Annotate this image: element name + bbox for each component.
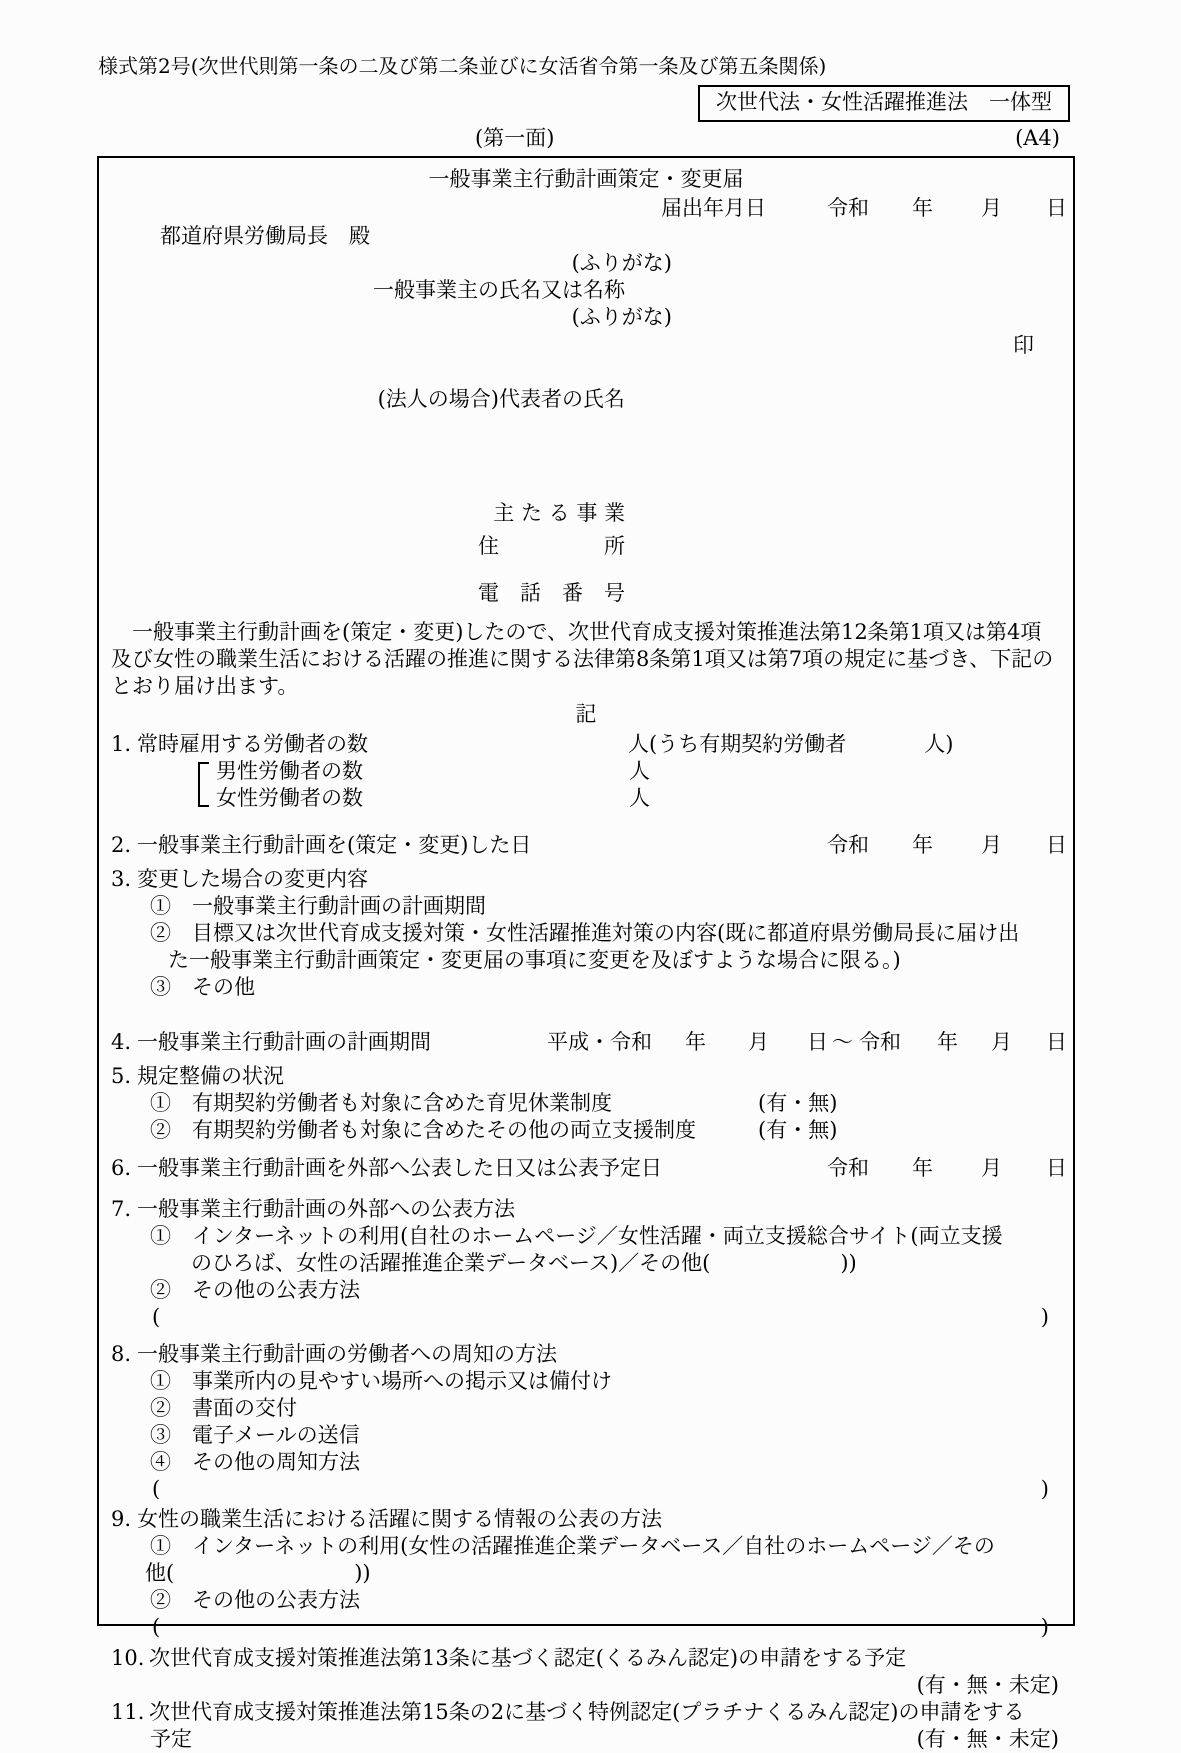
- female-workers-unit: 人: [629, 786, 650, 810]
- item-5-label: 規定整備の状況: [137, 1064, 284, 1088]
- item-9-number: 9.: [111, 1507, 132, 1531]
- item-8-sub-4: ④ その他の周知方法: [150, 1450, 360, 1474]
- item-2-day: 日: [1046, 833, 1067, 857]
- seal-mark: 印: [1013, 333, 1034, 357]
- item-6-year: 年: [912, 1156, 933, 1180]
- item-1-row: [99, 731, 1073, 758]
- item-4-era-1: 平成・令和: [547, 1030, 652, 1054]
- item-4-label: 一般事業主行動計画の計画期間: [137, 1030, 431, 1054]
- address-label: 住 所: [478, 534, 625, 558]
- item-7-paren-close: ): [1040, 1305, 1049, 1329]
- item-1-label: 常時雇用する労働者の数: [137, 732, 368, 756]
- item-9-sub-1-line-1: ① インターネットの利用(女性の活躍推進企業データベース／自社のホームページ／その: [150, 1534, 995, 1558]
- item-11-row: [99, 1699, 1073, 1726]
- item-8-paren-row: [99, 1476, 1073, 1503]
- item-2-era: 令和: [827, 833, 869, 857]
- item-3-sub-3: ③ その他: [150, 975, 255, 999]
- left-bracket-shape: [198, 762, 212, 807]
- item-5-row: [99, 1063, 1073, 1090]
- item-9-row: [99, 1506, 1073, 1533]
- furigana-label-2: (ふりがな): [571, 305, 672, 329]
- item-3-label: 変更した場合の変更内容: [137, 867, 368, 891]
- item-10-option: (有・無・未定): [916, 1673, 1059, 1697]
- item-7-sub-1-line-1: ① インターネットの利用(自社のホームページ／女性活躍・両立支援総合サイト(両立支援: [150, 1224, 1003, 1248]
- item-9-sub-1-line-2-close: )): [354, 1561, 371, 1585]
- item-5-number: 5.: [111, 1064, 132, 1088]
- form-number-line: 様式第2号(次世代則第一条の二及び第二条並びに女活省令第一条及び第五条関係): [98, 54, 827, 78]
- item-1-unit-close: 人): [924, 732, 954, 756]
- record-heading: 記: [575, 702, 597, 726]
- item-5-sub-2-label: ② 有期契約労働者も対象に含めたその他の両立支援制度: [150, 1118, 696, 1142]
- era-label: 令和: [827, 196, 869, 220]
- representative-row: [99, 332, 1073, 494]
- item-9-label: 女性の職業生活における活躍に関する情報の公表の方法: [137, 1507, 662, 1531]
- item-9-paren-row: [99, 1614, 1073, 1641]
- item-7-row: [99, 1196, 1073, 1223]
- item-9-paren-close: ): [1040, 1615, 1049, 1639]
- item-3-row: [99, 866, 1073, 893]
- item-3-number: 3.: [111, 867, 132, 891]
- page-face-label: (第一面): [475, 126, 555, 150]
- item-10-label: 次世代育成支援対策推進法第13条に基づく認定(くるみん認定)の申請をする予定: [149, 1646, 907, 1670]
- item-5-sub-2-row: [99, 1117, 1073, 1144]
- day-label: 日: [1046, 196, 1067, 220]
- item-4-day-2: 日: [1046, 1030, 1067, 1054]
- item-1-sub-rows: [99, 758, 1073, 812]
- item-5-sub-1-option: (有・無): [758, 1091, 838, 1115]
- furigana-label-1: (ふりがな): [571, 251, 672, 275]
- item-7-label: 一般事業主行動計画の外部への公表方法: [137, 1197, 515, 1221]
- item-1-number: 1.: [111, 732, 132, 756]
- item-1-unit-lead: 人(うち有期契約労働者: [628, 732, 847, 756]
- female-workers-label: 女性労働者の数: [216, 786, 363, 810]
- female-workers-row: [216, 785, 1073, 812]
- item-7-sub-2: ② その他の公表方法: [150, 1278, 360, 1302]
- item-3-sub-2-line-2: た一般事業主行動計画策定・変更届の事項に変更を及ぼすような場合に限る。): [168, 948, 901, 972]
- male-workers-unit: 人: [629, 759, 650, 783]
- item-11-label-cont: 予定: [150, 1727, 192, 1751]
- law-type-box: 次世代法・女性活躍推進法 一体型: [698, 85, 1070, 122]
- item-8-sub-2: ② 書面の交付: [150, 1396, 297, 1420]
- item-2-month: 月: [981, 833, 1002, 857]
- submission-date-label: 届出年月日: [661, 196, 766, 220]
- male-workers-label: 男性労働者の数: [216, 759, 363, 783]
- item-7-sub-1-line-2-text: のひろば、女性の活躍推進企業データベース)／その他(: [191, 1251, 711, 1275]
- item-4-tilde: 〜: [832, 1030, 853, 1054]
- item-5-sub-1-row: [99, 1090, 1073, 1117]
- main-business-label: 主 た る 事 業: [493, 501, 625, 525]
- item-11-cont-row: [99, 1726, 1073, 1753]
- item-10-number: 10.: [111, 1646, 145, 1670]
- item-11-option: (有・無・未定): [916, 1727, 1059, 1751]
- addressee: 都道府県労働局長 殿: [160, 224, 370, 248]
- item-4-era-2: 令和: [859, 1030, 901, 1054]
- year-label: 年: [912, 196, 933, 220]
- law-type-box-row: [0, 85, 1181, 122]
- item-6-month: 月: [981, 1156, 1002, 1180]
- item-11-number: 11.: [111, 1700, 145, 1724]
- item-8-paren-close: ): [1040, 1477, 1049, 1501]
- item-9-paren-open: (: [152, 1615, 161, 1639]
- item-2-number: 2.: [111, 833, 132, 857]
- item-9-sub-1-line-2: [99, 1560, 1073, 1587]
- item-9-sub-1-line-2-text: 他(: [145, 1561, 175, 1585]
- item-7-sub-1-line-2-close: )): [840, 1251, 857, 1275]
- item-10-row: [99, 1645, 1073, 1672]
- item-5-sub-2-option: (有・無): [758, 1118, 838, 1142]
- representative-name-label: (法人の場合)代表者の氏名: [377, 387, 625, 411]
- item-6-row: [99, 1155, 1073, 1182]
- item-9-sub-2: ② その他の公表方法: [150, 1588, 360, 1612]
- item-2-row: [99, 832, 1073, 859]
- item-8-row: [99, 1341, 1073, 1368]
- item-6-number: 6.: [111, 1156, 132, 1180]
- item-11-label: 次世代育成支援対策推進法第15条の2に基づく特例認定(プラチナくるみん認定)の申請をする: [149, 1700, 1025, 1724]
- item-7-number: 7.: [111, 1197, 132, 1221]
- form-title: 一般事業主行動計画策定・変更届: [428, 167, 744, 191]
- male-workers-row: [216, 758, 1073, 785]
- item-4-number: 4.: [111, 1030, 132, 1054]
- item-6-day: 日: [1046, 1156, 1067, 1180]
- item-4-month-2: 月: [991, 1030, 1012, 1054]
- item-5-sub-1-label: ① 有期契約労働者も対象に含めた育児休業制度: [150, 1091, 612, 1115]
- page-face-row: [0, 125, 1181, 152]
- phone-number-label: 電 話 番 号: [478, 581, 625, 605]
- item-4-year-2: 年: [937, 1030, 958, 1054]
- item-7-sub-1-line-2: [99, 1250, 1073, 1277]
- item-3-sub-1: ① 一般事業主行動計画の計画期間: [150, 894, 486, 918]
- business-owner-name-label: 一般事業主の氏名又は名称: [373, 278, 625, 302]
- submission-date-row: [99, 195, 1073, 222]
- declaration-paragraph: 一般事業主行動計画を(策定・変更)したので、次世代育成支援対策推進法第12条第1項又は第4項及び女性の職業生活における活躍の推進に関する法律第8条第1項又は第7項の規定に基づき、下記のとおり届け出ます。: [111, 620, 1054, 698]
- form-border-box: [97, 156, 1075, 1751]
- item-3-sub-2-line-1: ② 目標又は次世代育成支援対策・女性活躍推進対策の内容(既に都道府県労働局長に届け出: [150, 921, 1020, 945]
- item-4-row: [99, 1029, 1073, 1056]
- item-8-sub-1: ① 事業所内の見やすい場所への掲示又は備付け: [150, 1369, 612, 1393]
- item-8-label: 一般事業主行動計画の労働者への周知の方法: [137, 1342, 557, 1366]
- item-7-paren-open: (: [152, 1305, 161, 1329]
- item-6-era: 令和: [827, 1156, 869, 1180]
- item-8-sub-3: ③ 電子メールの送信: [150, 1423, 360, 1447]
- item-2-label: 一般事業主行動計画を(策定・変更)した日: [137, 833, 532, 857]
- item-2-year: 年: [912, 833, 933, 857]
- item-4-month-1: 月: [748, 1030, 769, 1054]
- item-7-paren-row: [99, 1304, 1073, 1331]
- item-4-day-1: 日: [807, 1030, 828, 1054]
- item-6-label: 一般事業主行動計画を外部へ公表した日又は公表予定日: [137, 1156, 662, 1180]
- item-8-paren-open: (: [152, 1477, 161, 1501]
- item-8-number: 8.: [111, 1342, 132, 1366]
- month-label: 月: [981, 196, 1002, 220]
- item-4-year-1: 年: [685, 1030, 706, 1054]
- paper-size-label: (A4): [1015, 126, 1060, 150]
